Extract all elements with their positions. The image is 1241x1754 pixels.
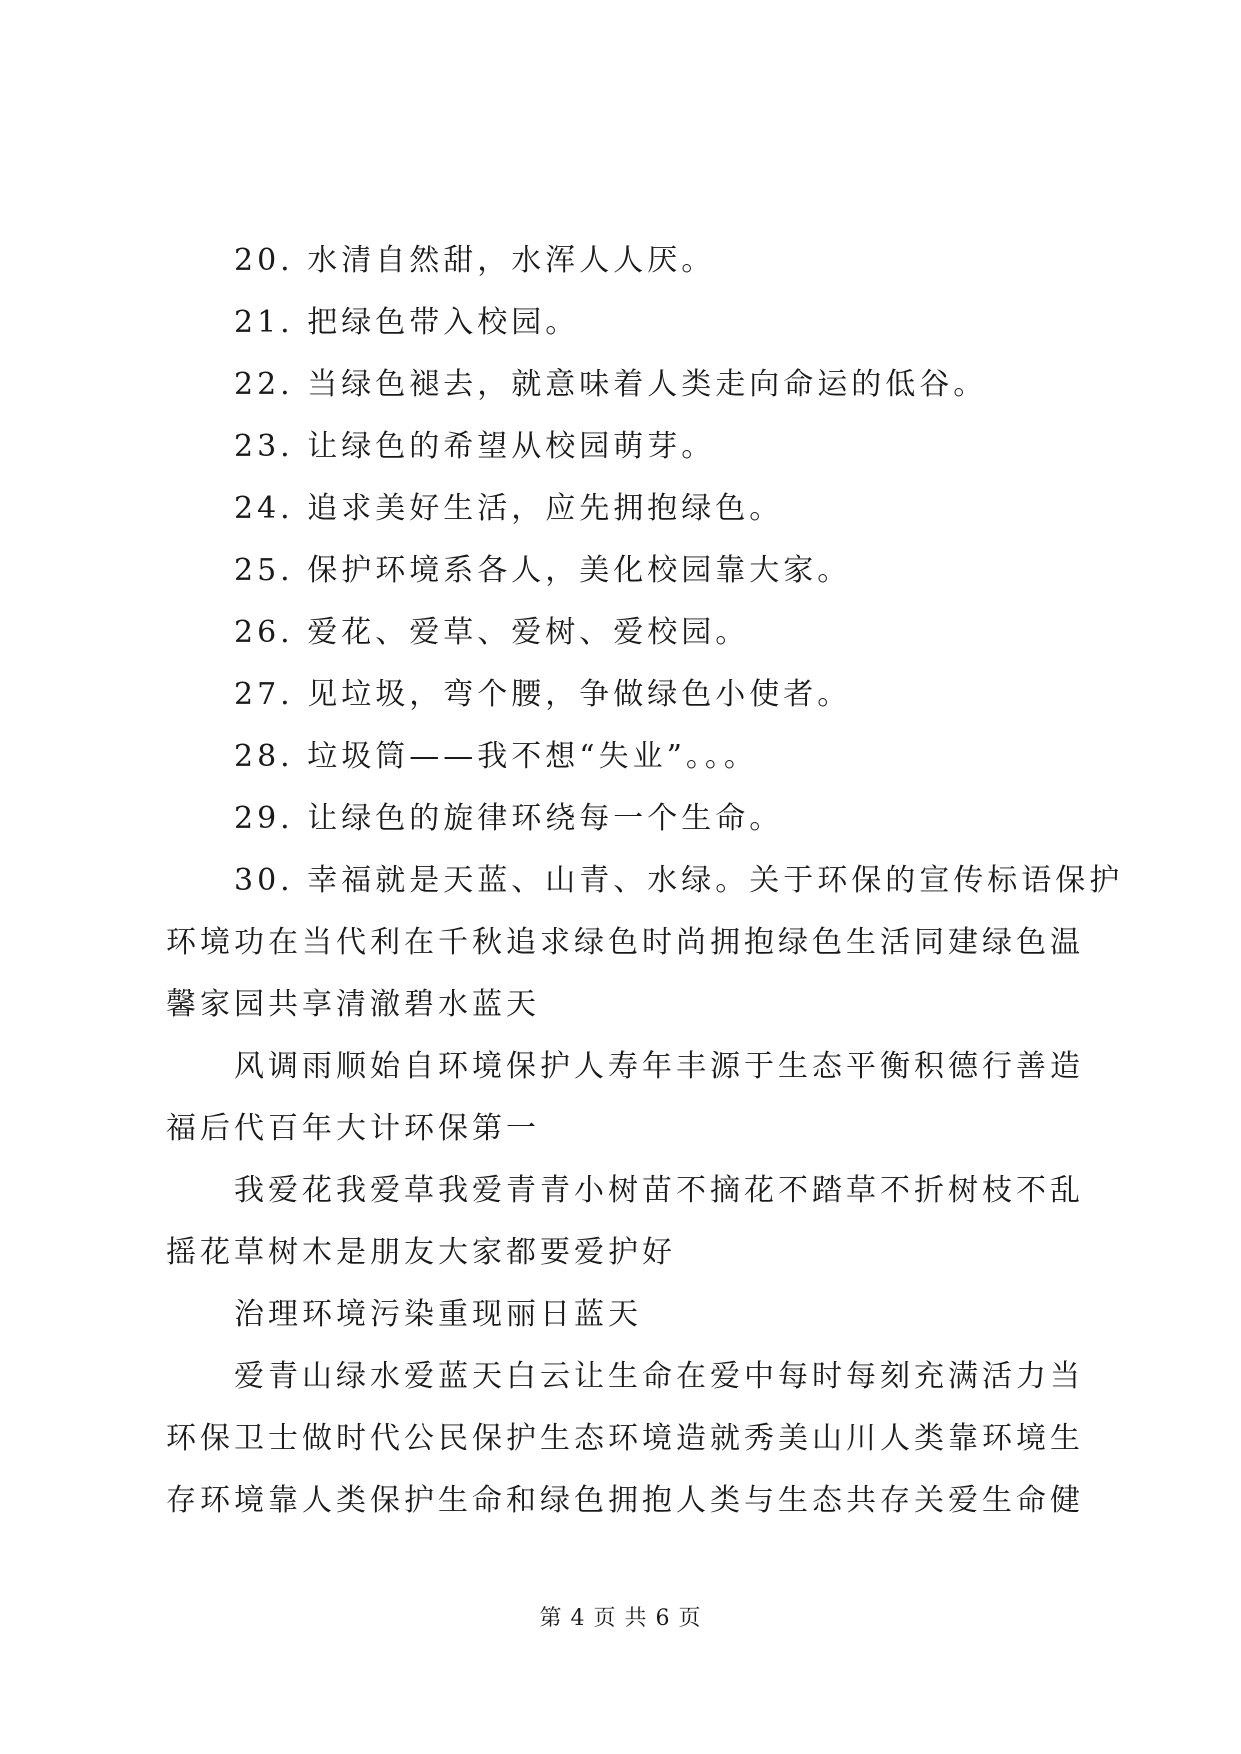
paragraph-line: 爱青山绿水爱蓝天白云让生命在爱中每时每刻充满活力当 xyxy=(234,1359,1084,1394)
paragraph-line: 治理环境污染重现丽日蓝天 xyxy=(234,1297,642,1332)
paragraph-line: 存环境靠人类保护生命和绿色拥抱人类与生态共存关爱生命健 xyxy=(166,1483,1084,1518)
page-footer: 第 4 页 共 6 页 xyxy=(539,1606,702,1631)
paragraph-line: 馨家园共享清澈碧水蓝天 xyxy=(166,987,540,1022)
paragraph-green-mountains xyxy=(166,1346,1086,1532)
slogan-item-20: 20. 水清自然甜，水浑人人厌。 xyxy=(234,243,716,278)
paragraph-line: 环保卫士做时代公民保护生态环境造就秀美山川人类靠环境生 xyxy=(166,1421,1084,1456)
slogan-item-21: 21. 把绿色带入校园。 xyxy=(234,305,580,340)
paragraph-line: 福后代百年大计环保第一 xyxy=(166,1111,540,1146)
paragraph-line: 风调雨顺始自环境保护人寿年丰源于生态平衡积德行善造 xyxy=(234,1049,1084,1084)
paragraph-weather xyxy=(166,1036,1086,1160)
paragraph-pollution xyxy=(166,1284,1086,1346)
paragraph-line: 摇花草树木是朋友大家都要爱护好 xyxy=(166,1235,676,1270)
slogan-item-29: 29. 让绿色的旋律环绕每一个生命。 xyxy=(234,801,784,836)
slogan-item-27: 27. 见垃圾，弯个腰，争做绿色小使者。 xyxy=(234,677,852,712)
paragraph-line: 30. 幸福就是天蓝、山青、水绿。关于环保的宣传标语保护 xyxy=(234,863,1124,898)
paragraph-line: 环境功在当代利在千秋追求绿色时尚拥抱绿色生活同建绿色温 xyxy=(166,925,1084,960)
document-body xyxy=(166,230,1124,1532)
slogan-item-28: 28. 垃圾筒——我不想“失业”。。。 xyxy=(234,739,758,774)
paragraph-flowers xyxy=(166,1160,1086,1284)
slogan-item-22: 22. 当绿色褪去，就意味着人类走向命运的低谷。 xyxy=(234,367,988,402)
slogan-item-23: 23. 让绿色的希望从校园萌芽。 xyxy=(234,429,716,464)
paragraph-line: 我爱花我爱草我爱青青小树苗不摘花不踏草不折树枝不乱 xyxy=(234,1173,1084,1208)
slogan-item-26: 26. 爱花、爱草、爱树、爱校园。 xyxy=(234,615,750,650)
slogan-item-25: 25. 保护环境系各人，美化校园靠大家。 xyxy=(234,553,852,588)
paragraph-30 xyxy=(166,850,1124,1036)
slogan-item-24: 24. 追求美好生活，应先拥抱绿色。 xyxy=(234,491,784,526)
